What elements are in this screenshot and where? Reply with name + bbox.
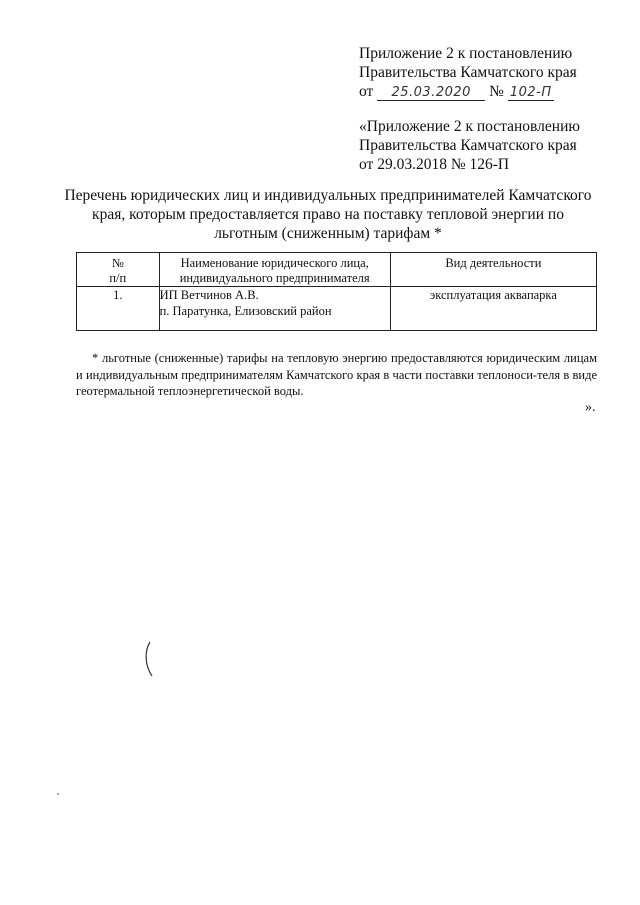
row-name-line2: п. Паратунка, Елизовский район	[159, 304, 332, 318]
previous-header-line1: «Приложение 2 к постановлению	[359, 118, 580, 135]
header-name	[159, 253, 390, 287]
header-number	[77, 253, 160, 287]
title-line2: края, которым предоставляется право на поставку тепловой энергии по	[92, 206, 564, 223]
row-activity: эксплуатация аквапарка	[390, 287, 596, 331]
date-prefix: от	[359, 83, 374, 100]
appendix-header	[359, 44, 619, 101]
header-name-line2: индивидуального предпринимателя	[179, 271, 370, 285]
row-number: 1.	[77, 287, 160, 331]
previous-header-line2: Правительства Камчатского края	[359, 137, 577, 154]
table-row	[77, 287, 597, 331]
row-name-line1: ИП Ветчинов А.В.	[159, 288, 259, 302]
previous-header-line3: от 29.03.2018 № 126-П	[359, 156, 510, 173]
number-label: №	[489, 83, 504, 100]
appendix-header-line3	[359, 82, 619, 101]
header-number-line2: п/п	[109, 271, 127, 285]
handwritten-number: 102-П	[508, 86, 554, 101]
row-name	[159, 287, 390, 331]
closing-quote-mark: ».	[585, 400, 596, 415]
previous-appendix-header	[359, 117, 619, 174]
header-number-line1: №	[111, 256, 124, 270]
appendix-header-line2: Правительства Камчатского края	[359, 64, 577, 81]
title-line3: льготным (сниженным) тарифам *	[214, 225, 442, 242]
header-activity: Вид деятельности	[390, 253, 596, 287]
handwritten-date: 25.03.2020	[377, 86, 485, 101]
title-line1: Перечень юридических лиц и индивидуальных предпринимателей Камчатского	[64, 187, 592, 204]
footnote: * льготные (сниженные) тарифы на тепловую энергию предоставляются юридическим лицам и индивидуальным предпринимателям Камчатского края в части поставки теплоноси-теля в виде геотермальной теплоэнергетической воды.	[76, 351, 597, 398]
header-name-line1: Наименование юридического лица,	[180, 256, 369, 270]
pen-stroke-mark	[140, 640, 160, 680]
appendix-header-line1: Приложение 2 к постановлению	[359, 45, 573, 62]
document-title	[60, 186, 596, 243]
entities-table	[76, 252, 597, 331]
scan-dot-mark	[57, 793, 59, 795]
table-header-row	[77, 253, 597, 287]
